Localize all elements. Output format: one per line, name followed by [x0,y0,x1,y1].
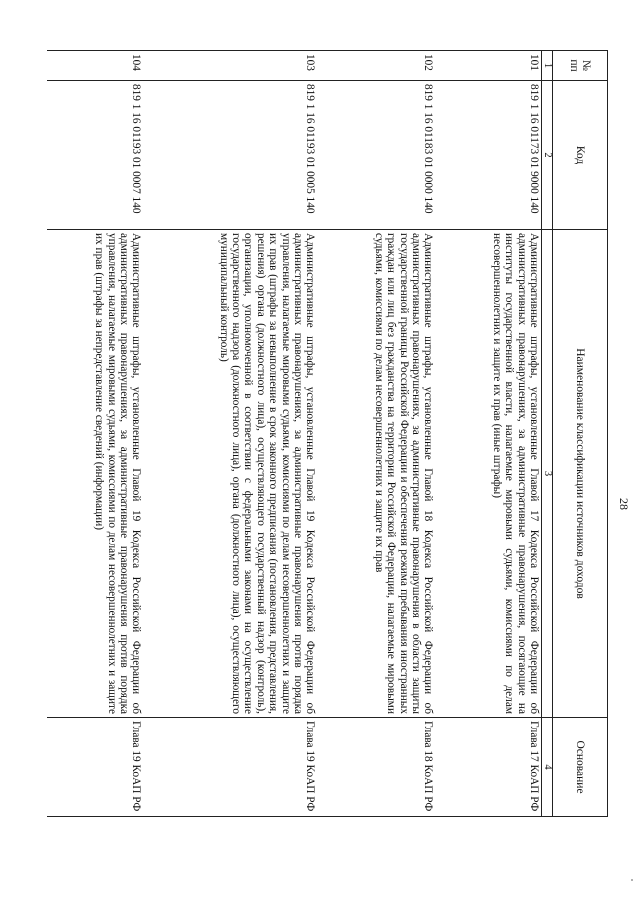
row-basis: Глава 19 КоАП РФ [48,718,144,817]
header-basis-label: Основание [574,740,587,794]
header-code [553,81,608,230]
header-name [553,230,608,718]
row-name: Административные штрафы, установленные Главой 18 Кодекса Российской Федерации об административных правонарушениях, за административные правонарушения в области защиты государственной границы Российской Федерации и обеспечения режима пребывания иностранных граждан или лиц без гражданства на территории Российской Федерации, налагаемые мировыми судьями, комиссиями по делам несовершеннолетних и защите их прав [318,230,436,718]
table-row [48,51,144,817]
row-name: Административные штрафы, установленные Главой 17 Кодекса Российской Федерации об административных правонарушениях, за административные правонарушения, посягающие на институты государственной власти, налагаемые мировыми судьями, комиссиями по делам несовершеннолетних и защите их прав (иные штрафы) [436,230,542,718]
row-code: 819 1 16 01183 01 0000 140 [318,81,436,230]
column-number-1: 1 [542,51,553,81]
column-number-4: 4 [542,718,553,817]
row-num: 104 [48,51,144,81]
column-number-row [542,51,553,817]
column-number-3: 3 [542,230,553,718]
row-basis: Глава 17 КоАП РФ [436,718,542,817]
row-num: 102 [318,51,436,81]
revenue-classification-table [48,50,609,817]
row-basis: Глава 18 КоАП РФ [318,718,436,817]
header-num-label: № пп [568,59,593,72]
table-row [436,51,542,817]
page-number: 28 [617,498,631,510]
header-name-label: Наименование классификации источников доходов [574,348,587,599]
header-code-label: Код [574,145,587,165]
row-code: 819 1 16 01193 01 0007 140 [48,81,144,230]
header-basis [553,718,608,817]
column-number-2: 2 [542,81,553,230]
row-num: 101 [436,51,542,81]
row-code: 819 1 16 01193 01 0005 140 [144,81,318,230]
header-num [553,51,608,81]
table-row [144,51,318,817]
row-name: Административные штрафы, установленные Главой 19 Кодекса Российской Федерации об административных правонарушениях, за административные правонарушения против порядка управления, налагаемые мировыми судьями, комиссиями по делам несовершеннолетних и защите их прав (штрафы за непредставление сведений (информации) [48,230,144,718]
scan-speck [631,879,633,881]
row-name: Административные штрафы, установленные Главой 19 Кодекса Российской Федерации об административных правонарушениях, за административные правонарушения против порядка управления, налагаемые мировыми судьями, комиссиями по делам несовершеннолетних и защите их прав (штрафы за невыполнение в срок законного предписания (постановления, представления, решения) органа (должностного лица), осуществляющего государственный надзор (контроль), организации, уполномоченной в соответствии с федеральными законами на осуществление государственного надзора (должностного лица), органа (должностного лица), осуществляющего муниципальный контроль) [144,230,318,718]
row-num: 103 [144,51,318,81]
row-code: 819 1 16 01173 01 9000 140 [436,81,542,230]
table-row [318,51,436,817]
table-header-row [553,51,608,817]
row-basis: Глава 19 КоАП РФ [144,718,318,817]
